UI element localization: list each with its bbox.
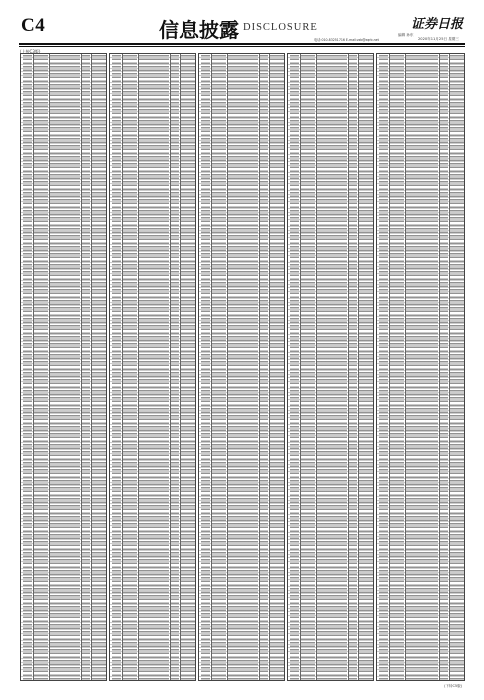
newspaper-logo: 证券日报 (410, 17, 463, 32)
table-column-4 (287, 53, 374, 681)
contact-line: 电话:010-83251716 E-mail:zzb@zqrb.net (314, 38, 379, 42)
cell-text-block (92, 54, 106, 680)
header-rule-thin (19, 46, 465, 47)
cell-text-block (23, 54, 32, 680)
cell-text-block (406, 54, 438, 680)
editor-line: 编辑 孙东 (398, 33, 414, 37)
header-rule (19, 43, 465, 45)
issue-date: 2020年11月25日 星期三 (418, 37, 459, 41)
cell-text-block (50, 54, 80, 680)
table-column-2 (109, 53, 196, 681)
cell-text-block (34, 54, 48, 680)
cell-text-block (201, 54, 210, 680)
table-column-1 (20, 53, 107, 681)
cell-text-block (123, 54, 137, 680)
cell-text-block (112, 54, 121, 680)
cell-text-block (450, 54, 464, 680)
cell-text-block (228, 54, 258, 680)
cell-text-block (139, 54, 169, 680)
continuation-footer: (下转C5版) (444, 684, 462, 688)
cell-text-block (270, 54, 284, 680)
continuation-note: (上接C3版) (20, 49, 41, 54)
cell-text-block (171, 54, 179, 680)
cell-text-block (390, 54, 404, 680)
cell-text-block (181, 54, 195, 680)
page-header (0, 0, 484, 44)
cell-text-block (317, 54, 347, 680)
cell-text-block (359, 54, 373, 680)
table-column-3 (198, 53, 285, 681)
cell-text-block (379, 54, 388, 680)
cell-text-block (290, 54, 299, 680)
cell-text-block (440, 54, 448, 680)
cell-text-block (349, 54, 357, 680)
section-title: 信息披露 (159, 18, 239, 42)
cell-text-block (301, 54, 315, 680)
page-number: C4 (21, 15, 46, 36)
section-subtitle: DISCLOSURE (243, 22, 318, 33)
cell-text-block (212, 54, 226, 680)
table-column-5 (376, 53, 465, 681)
disclosure-tables (20, 53, 465, 681)
cell-text-block (82, 54, 90, 680)
cell-text-block (260, 54, 268, 680)
